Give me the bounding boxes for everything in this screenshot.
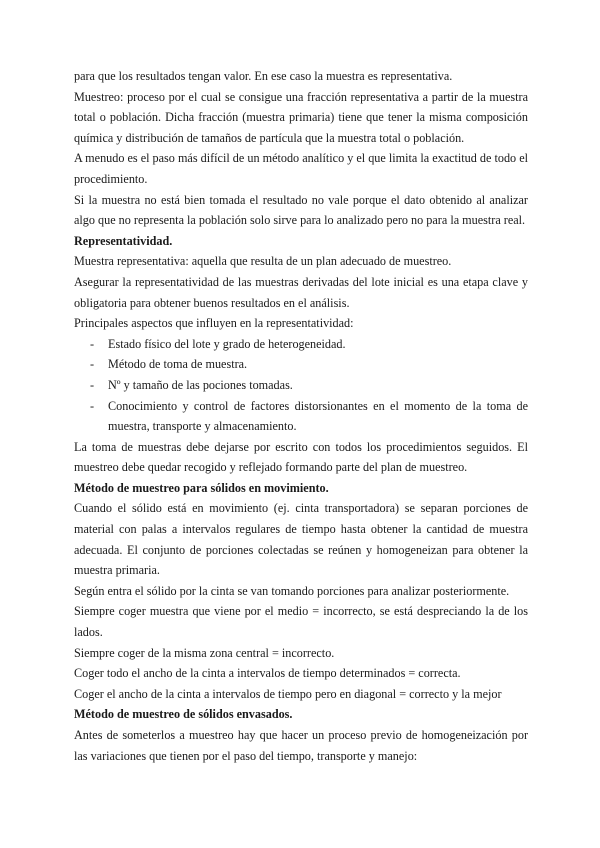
list-item-text: Nº y tamaño de las pociones tomadas. [108, 377, 293, 392]
paragraph: Siempre coger de la misma zona central = incorrecto. [74, 645, 335, 660]
aspects-list [74, 334, 528, 437]
paragraph: Según entra el sólido por la cinta se van tomando porciones para analizar posteriormente. [74, 583, 510, 598]
dash-bullet: - [90, 357, 95, 372]
paragraph: Coger el ancho de la cinta a intervalos de tiempo pero en diagonal = correcto y la mejor [74, 686, 502, 701]
paragraph: Cuando el sólido está en movimiento (ej. cinta transportadora) se separan porciones de material con palas a intervalos regulares de tiempo hasta obtener la cantidad de muestra adecuada. El conjunto de porciones colectadas se reúnen y homogeneizan para obtener la muestra primaria. [74, 501, 528, 578]
paragraph: Si la muestra no está bien tomada el resultado no vale porque el dato obtenido al analizar algo que no representa la población solo sirve para lo analizado pero no para la muestra real. [74, 192, 528, 228]
paragraph: A menudo es el paso más difícil de un método analítico y el que limita la exactitud de todo el procedimiento. [74, 151, 528, 186]
paragraph: Principales aspectos que influyen en la representatividad: [74, 316, 354, 331]
list-item-text: Estado físico del lote y grado de heterogeneidad. [108, 336, 346, 351]
list-item [74, 375, 528, 396]
section-heading: Representatividad. [74, 233, 173, 248]
paragraph: La toma de muestras debe dejarse por escrito con todos los procedimientos seguidos. El muestreo debe quedar recogido y reflejado formando parte del plan de muestreo. [74, 439, 528, 475]
dash-bullet: - [90, 336, 95, 351]
list-item [74, 396, 528, 437]
paragraph: Antes de someterlos a muestreo hay que hacer un proceso previo de homogeneización por las variaciones que tienen por el paso del tiempo, transporte y manejo: [74, 728, 528, 763]
paragraph: Coger todo el ancho de la cinta a intervalos de tiempo determinados = correcta. [74, 666, 461, 681]
section-heading: Método de muestreo de sólidos envasados. [74, 707, 293, 722]
paragraph: para que los resultados tengan valor. En ese caso la muestra es representativa. [74, 69, 453, 83]
paragraph: Siempre coger muestra que viene por el medio = incorrecto, se está despreciando la de los lados. [74, 604, 528, 640]
paragraph: Asegurar la representatividad de las muestras derivadas del lote inicial es una etapa clave y obligatoria para obtener buenos resultados en el análisis. [74, 274, 528, 310]
dash-bullet: - [90, 398, 95, 413]
list-item [74, 334, 528, 355]
list-item-text: Conocimiento y control de factores distorsionantes en el momento de la toma de muestra, transporte y almacenamiento. [108, 398, 528, 434]
paragraph-muestreo: Muestreo: proceso por el cual se consigue una fracción representativa a partir de la muestra total o población. Dicha fracción (muestra primaria) tiene que tener la misma composición química y distribución de tamaños de partícula que la muestra total o población. [74, 89, 528, 145]
paragraph: Muestra representativa: aquella que resulta de un plan adecuado de muestreo. [74, 254, 452, 269]
list-item [74, 354, 528, 375]
section-heading: Método de muestreo para sólidos en movimiento. [74, 480, 329, 495]
list-item-text: Método de toma de muestra. [108, 357, 248, 372]
dash-bullet: - [90, 377, 95, 392]
